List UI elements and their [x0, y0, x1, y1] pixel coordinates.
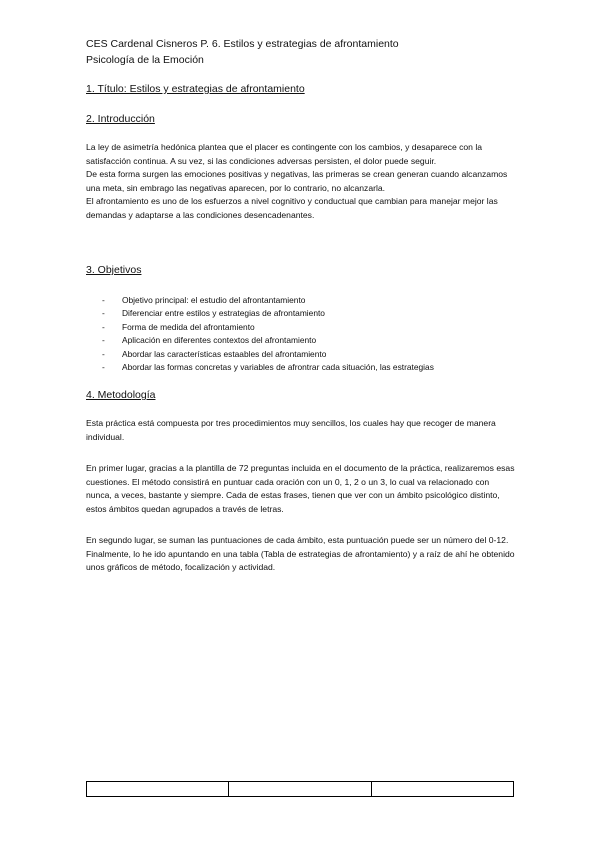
methodology-paragraph: En primer lugar, gracias a la plantilla de 72 preguntas incluida en el documento de la práctica, realizaremos esas cuestiones. El método consistirá en puntuar cada oración con un 0, 1, 2 o un 3, lo cual va relacionado con nunca, a veces, bastante y siempre. Cada de estas frases, tienen que ver con un ámbito psicológico distinto, estos ámbitos quedan agrupados a través de letras.: [86, 463, 515, 514]
list-dash: -: [102, 348, 105, 359]
list-dash: -: [102, 362, 105, 373]
list-dash: -: [102, 308, 105, 319]
intro-paragraph: El afrontamiento es uno de los esfuerzos a nivel cognitivo y conductual que cambian para manejar mejor las demandas y adaptarse a las condiciones desencadenantes.: [86, 196, 498, 220]
document-page: [86, 36, 516, 573]
section-heading-objetivos: 3. Objetivos: [86, 264, 142, 276]
objective-text: Aplicación en diferentes contextos del afrontamiento: [122, 335, 317, 346]
introduction-text: [86, 141, 516, 223]
section-heading-metodologia: 4. Metodología: [86, 389, 156, 401]
list-item: [102, 361, 434, 374]
header-line-1: CES Cardenal Cisneros P. 6. Estilos y estrategias de afrontamiento: [86, 38, 399, 50]
document-header: [86, 36, 516, 68]
list-dash: -: [102, 335, 105, 346]
table-row: [87, 782, 514, 797]
objective-text: Abordar las formas concretas y variables de afrontrar cada situación, las estrategias: [122, 362, 434, 373]
list-item: [102, 294, 434, 307]
list-dash: -: [102, 321, 105, 332]
section-heading-introduccion: 2. Introducción: [86, 113, 155, 125]
intro-paragraph: La ley de asimetría hedónica plantea que el placer es contingente con los cambios, y desaparece con la satisfacción continua. A su vez, si las condiciones adversas persisten, el dolor puede seguir.: [86, 142, 483, 166]
list-item: [102, 321, 434, 334]
list-item: [102, 348, 434, 361]
list-item: [102, 334, 434, 347]
intro-paragraph: De esta forma surgen las emociones positivas y negativas, las primeras se crean generan cuando alcanzamos una meta, sin embrago las negativas aparecen, por lo contrario, no alcanzarla.: [86, 169, 508, 193]
table-cell: [371, 782, 513, 797]
list-item: [102, 307, 434, 320]
footer-table: [86, 781, 514, 797]
section-heading-titulo: 1. Título: Estilos y estrategias de afrontamiento: [86, 83, 305, 95]
objective-text: Diferenciar entre estilos y estrategias de afrontamiento: [122, 308, 325, 319]
table-cell: [229, 782, 371, 797]
table-cell: [87, 782, 229, 797]
header-line-2: Psicología de la Emoción: [86, 54, 204, 66]
objective-text: Objetivo principal: el estudio del afrontantamiento: [122, 295, 306, 305]
list-dash: -: [102, 295, 105, 305]
objective-text: Abordar las características estaables del afrontamiento: [122, 348, 327, 359]
objective-text: Forma de medida del afrontamiento: [122, 321, 255, 332]
methodology-paragraph: En segundo lugar, se suman las puntuaciones de cada ámbito, esta puntuación puede ser un número del 0-12. Finalmente, lo he ido apuntando en una tabla (Tabla de estrategias de afrontamiento) y a raíz de ahí he obtenido unos gráficos de método, focalización y actividad.: [86, 535, 515, 573]
objectives-list: [102, 294, 434, 374]
methodology-paragraph: Esta práctica está compuesta por tres procedimientos muy sencillos, los cuales hay que recoger de manera individual.: [86, 418, 496, 442]
